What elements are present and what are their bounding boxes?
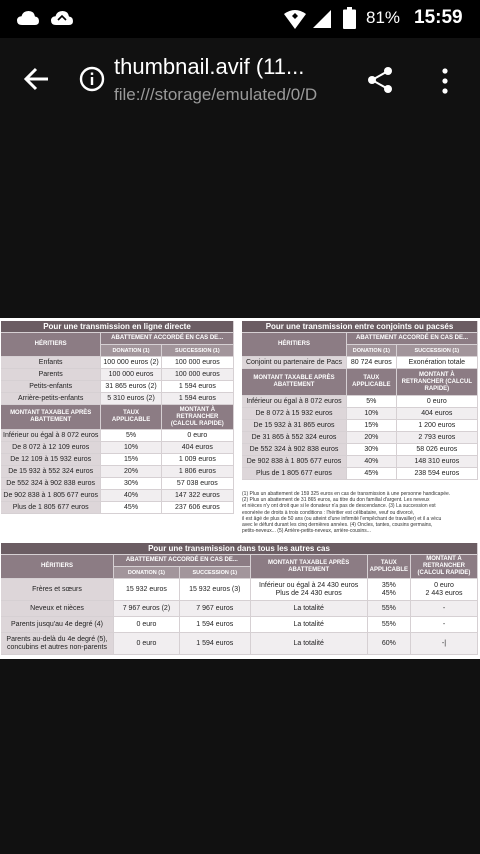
col-retrancher: MONTANT À RETRANCHER (CALCUL RAPIDE) bbox=[161, 405, 233, 430]
col-donation: DONATION (1) bbox=[101, 345, 161, 357]
table-row: De 8 072 à 12 109 euros 10% 404 euros bbox=[1, 442, 234, 454]
table-row: Petits-enfants 31 865 euros (2) 1 594 euros bbox=[1, 381, 234, 393]
col-heritiers: HÉRITIERS bbox=[242, 333, 347, 357]
col-taux: TAUX APPLICABLE bbox=[347, 369, 397, 396]
battery-percent: 81% bbox=[366, 8, 401, 27]
signal-icon bbox=[312, 9, 332, 29]
col-montant: MONTANT TAXABLE APRÈS ABATTEMENT bbox=[242, 369, 347, 396]
app-bar bbox=[0, 38, 480, 122]
footnote-line: (1) Plus un abattement de 159 325 euros en cas de transmission à une personne handicapée. bbox=[242, 491, 451, 497]
table-row: Arrière-petits-enfants 5 310 euros (2) 1 594 euros bbox=[1, 393, 234, 405]
cloud-sync-icon bbox=[50, 10, 74, 26]
col-taux: TAUX APPLICABLE bbox=[101, 405, 161, 430]
col-heritiers: HÉRITIERS bbox=[1, 333, 101, 357]
table-autres bbox=[1, 543, 478, 655]
table-direct bbox=[1, 321, 234, 514]
col-taux: TAUX APPLICABLE bbox=[367, 555, 410, 579]
table-row: Parents 100 000 euros 100 000 euros bbox=[1, 369, 234, 381]
status-bar bbox=[0, 0, 480, 38]
col-abattement: ABATTEMENT ACCORDÉ EN CAS DE... bbox=[101, 333, 234, 345]
table-row: Parents jusqu'au 4e degré (4) 0 euro 1 594 euros La totalité 55% - bbox=[1, 617, 478, 633]
table-row: Neveux et nièces 7 967 euros (2) 7 967 euros La totalité 55% - bbox=[1, 601, 478, 617]
table-row: De 31 865 à 552 324 euros 20% 2 793 euros bbox=[242, 432, 478, 444]
table-title: Pour une transmission dans tous les autres cas bbox=[1, 543, 478, 555]
table-row: Plus de 1 805 677 euros 45% 238 594 euros bbox=[242, 468, 478, 480]
table-row: Enfants 100 000 euros (2) 100 000 euros bbox=[1, 357, 234, 369]
table-row: Frères et sœurs 15 932 euros 15 932 euros (3) Inférieur ou égal à 24 430 euros Plus de 24 430 euros 35% 45% 0 euro 2 443 euros bbox=[1, 579, 478, 601]
footnote-line: exonérée de droits à trois conditions : l'héritier est célibataire, veuf ou divorcé, bbox=[242, 509, 415, 516]
footnote-line: (2) Plus un abattement de 31 865 euros, au titre du don familial d'argent. Les neveux bbox=[242, 497, 430, 504]
table-row: De 552 324 à 902 838 euros 30% 57 038 euros bbox=[1, 478, 234, 490]
table-title: Pour une transmission en ligne directe bbox=[1, 321, 234, 333]
col-abattement: ABATTEMENT ACCORDÉ EN CAS DE... bbox=[347, 333, 478, 345]
table-row: De 15 932 à 31 865 euros 15% 1 200 euros bbox=[242, 420, 478, 432]
more-options-icon[interactable] bbox=[440, 68, 450, 94]
footnote-line: avec le défunt durant les cinq dernières années. (4) Oncles, tantes, cousins germains, bbox=[242, 522, 433, 529]
table-row: Inférieur ou égal à 8 072 euros 5% 0 euro bbox=[242, 396, 478, 408]
share-icon[interactable] bbox=[366, 66, 394, 94]
col-donation: DONATION (1) bbox=[114, 567, 180, 579]
col-retrancher: MONTANT À RETRANCHER (CALCUL RAPIDE) bbox=[396, 369, 477, 396]
back-arrow-icon[interactable] bbox=[24, 66, 50, 92]
page-title: thumbnail.avif (11... bbox=[114, 54, 305, 79]
table-row: De 552 324 à 902 838 euros 30% 58 026 euros bbox=[242, 444, 478, 456]
col-succession: SUCCESSION (1) bbox=[161, 345, 233, 357]
footnote-line: petits-neveux... (5) Arrière-petits-neveux, arrière-cousins... bbox=[242, 528, 371, 535]
cloud-icon bbox=[16, 10, 40, 26]
table-row: De 902 838 à 1 805 677 euros 40% 147 322 euros bbox=[1, 490, 234, 502]
col-montant: MONTANT TAXABLE APRÈS ABATTEMENT bbox=[250, 555, 367, 579]
wifi-icon bbox=[283, 8, 307, 30]
col-donation: DONATION (1) bbox=[347, 345, 397, 357]
info-icon[interactable] bbox=[79, 66, 105, 92]
table-row: Conjoint ou partenaire de Pacs 80 724 euros Exonération totale bbox=[242, 357, 478, 369]
table-row: Plus de 1 805 677 euros 45% 237 606 euros bbox=[1, 502, 234, 514]
col-heritiers: HÉRITIERS bbox=[1, 555, 114, 579]
battery-icon bbox=[343, 7, 356, 29]
col-abattement: ABATTEMENT ACCORDÉ EN CAS DE... bbox=[114, 555, 251, 567]
page-url: file:///storage/emulated/0/D bbox=[114, 85, 318, 104]
table-title: Pour une transmission entre conjoints ou pacsés bbox=[242, 321, 478, 333]
footnote-line: et nièces n'y ont droit que si le donateur n'a pas de descendance. (3) La succession est bbox=[242, 503, 436, 510]
table-row: De 8 072 à 15 932 euros 10% 404 euros bbox=[242, 408, 478, 420]
col-montant: MONTANT TAXABLE APRÈS ABATTEMENT bbox=[1, 405, 101, 430]
table-row: De 15 932 à 552 324 euros 20% 1 806 euros bbox=[1, 466, 234, 478]
footnotes bbox=[242, 491, 476, 534]
table-row: De 902 838 à 1 805 677 euros 40% 148 310 euros bbox=[242, 456, 478, 468]
table-conjoints bbox=[242, 321, 478, 480]
clock: 15:59 bbox=[414, 7, 463, 28]
col-succession: SUCCESSION (1) bbox=[396, 345, 477, 357]
table-row: De 12 109 à 15 932 euros 15% 1 009 euros bbox=[1, 454, 234, 466]
table-row: Inférieur ou égal à 8 072 euros 5% 0 euro bbox=[1, 430, 234, 442]
col-succession: SUCCESSION (1) bbox=[179, 567, 250, 579]
footnote-line: il est âgé de plus de 50 ans (ou atteint d'une infirmité l'empêchant de travailler) et il a vécu bbox=[242, 515, 442, 522]
col-retrancher: MONTANT À RETRANCHER (CALCUL RAPIDE) bbox=[411, 555, 478, 579]
table-row: Parents au-delà du 4e degré (5), concubins et autres non-parents 0 euro 1 594 euros La totalité 60% -| bbox=[1, 633, 478, 655]
